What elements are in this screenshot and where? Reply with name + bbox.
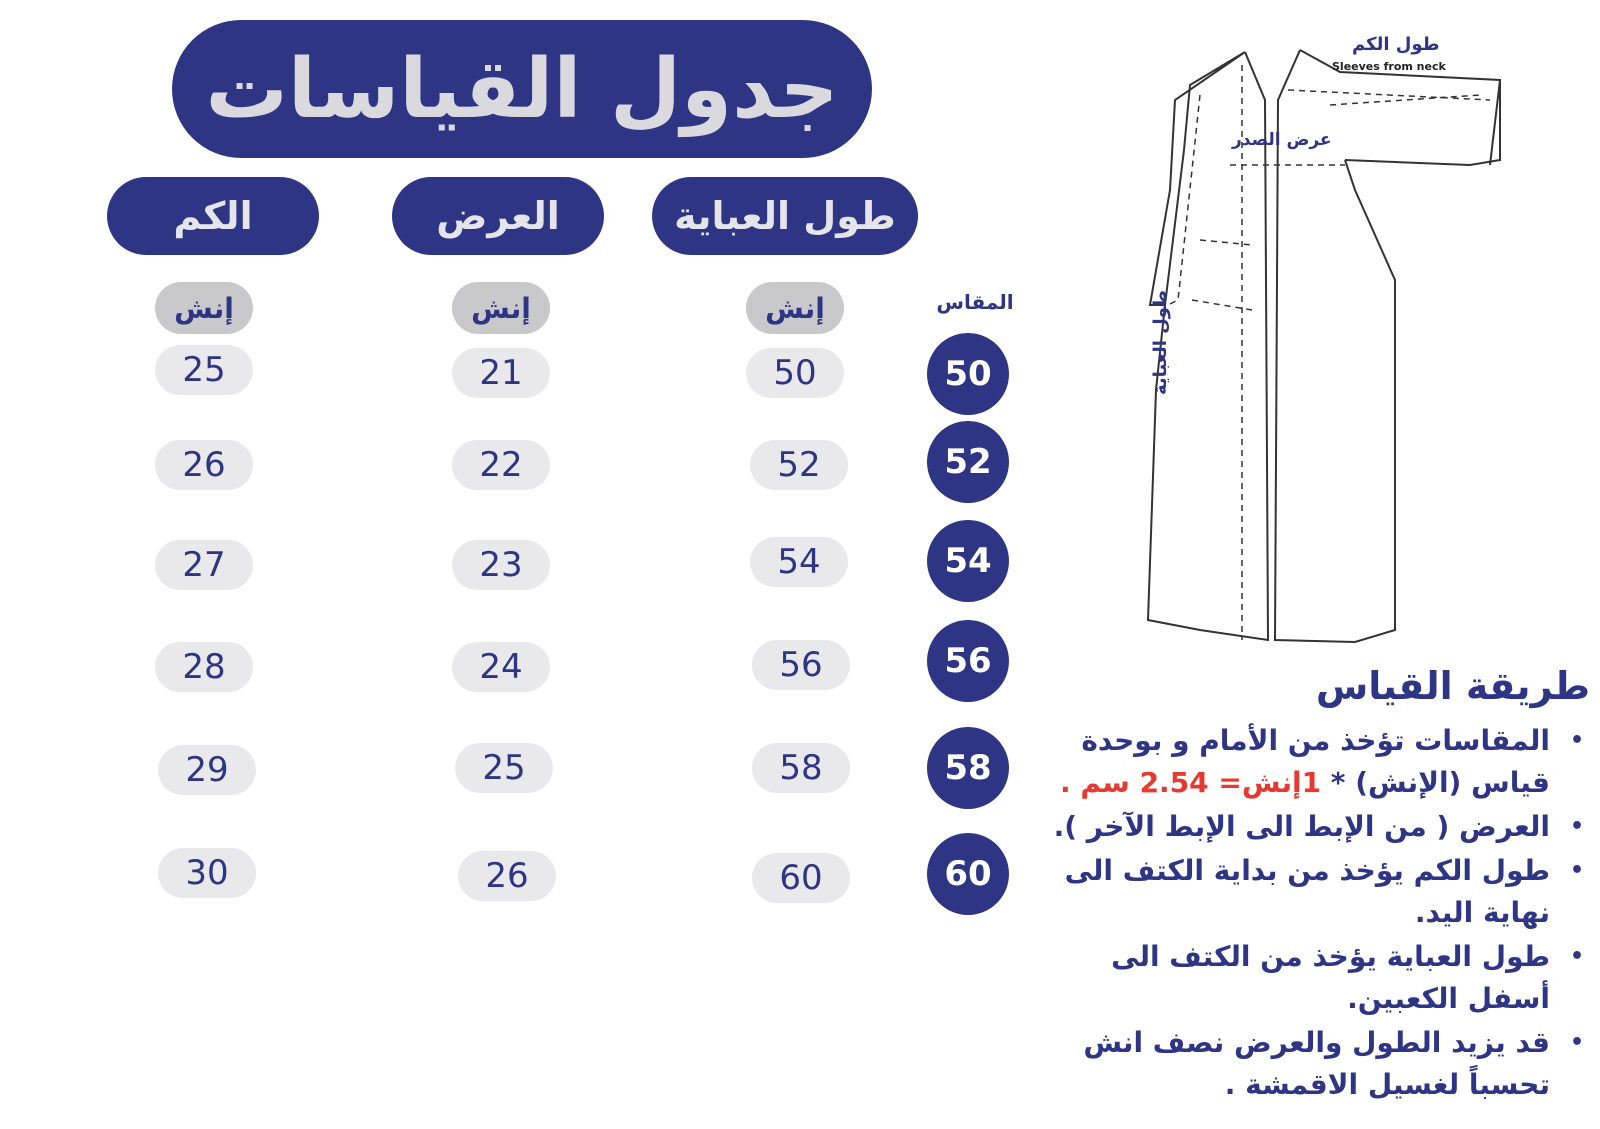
width-value: 26 xyxy=(458,851,556,901)
width-value: 25 xyxy=(455,743,553,793)
column-header-width: العرض xyxy=(392,177,604,255)
unit-label-length: إنش xyxy=(746,282,844,334)
method-item-text: المقاسات تؤخذ من الأمام و بوحدة قياس (الإنش) * xyxy=(1081,724,1550,799)
diagram-length-label: طول العباية xyxy=(1150,290,1171,395)
width-value: 21 xyxy=(452,348,550,398)
method-list xyxy=(1050,720,1590,1108)
abaya-diagram xyxy=(1140,30,1570,670)
method-item: • العرض ( من الإبط الى الإبط الآخر ). xyxy=(1050,806,1590,848)
size-badge: 58 xyxy=(927,727,1009,809)
sleeve-value: 30 xyxy=(158,848,256,898)
length-value: 56 xyxy=(752,640,850,690)
method-item: • طول الكم يؤخذ من بداية الكتف الى نهاية اليد. xyxy=(1050,850,1590,934)
sleeve-value: 29 xyxy=(158,745,256,795)
size-badge: 56 xyxy=(927,620,1009,702)
sleeve-value: 27 xyxy=(155,540,253,590)
length-value: 58 xyxy=(752,743,850,793)
method-item: • قد يزيد الطول والعرض نصف انش تحسباً لغسيل الاقمشة . xyxy=(1050,1022,1590,1106)
size-column-label: المقاس xyxy=(936,290,1014,314)
column-header-sleeve: الكم xyxy=(107,177,319,255)
size-badge: 54 xyxy=(927,520,1009,602)
length-value: 50 xyxy=(746,348,844,398)
size-badge: 60 xyxy=(927,833,1009,915)
method-title: طريقة القياس xyxy=(1315,664,1590,708)
diagram-sleeve-sublabel: Sleeves from neck xyxy=(1332,60,1446,73)
diagram-chest-label: عرض الصدر xyxy=(1232,130,1332,150)
size-badge: 52 xyxy=(927,421,1009,503)
method-item: • طول العباية يؤخذ من الكتف الى أسفل الكعبين. xyxy=(1050,936,1590,1020)
abaya-outline-icon xyxy=(1140,30,1570,670)
width-value: 23 xyxy=(452,540,550,590)
unit-label-width: إنش xyxy=(452,282,550,334)
unit-label-sleeve: إنش xyxy=(155,282,253,334)
length-value: 60 xyxy=(752,853,850,903)
method-item-highlight: 1إنش= 2.54 سم . xyxy=(1059,766,1322,799)
length-value: 52 xyxy=(750,440,848,490)
sleeve-value: 28 xyxy=(155,642,253,692)
method-item xyxy=(1050,720,1590,804)
size-badge: 50 xyxy=(927,333,1009,415)
length-value: 54 xyxy=(750,537,848,587)
sleeve-value: 25 xyxy=(155,345,253,395)
sleeve-value: 26 xyxy=(155,440,253,490)
page-title: جدول القياسات xyxy=(172,20,872,158)
width-value: 24 xyxy=(452,642,550,692)
diagram-sleeve-label: طول الكم xyxy=(1352,34,1440,55)
width-value: 22 xyxy=(452,440,550,490)
column-header-length: طول العباية xyxy=(652,177,918,255)
